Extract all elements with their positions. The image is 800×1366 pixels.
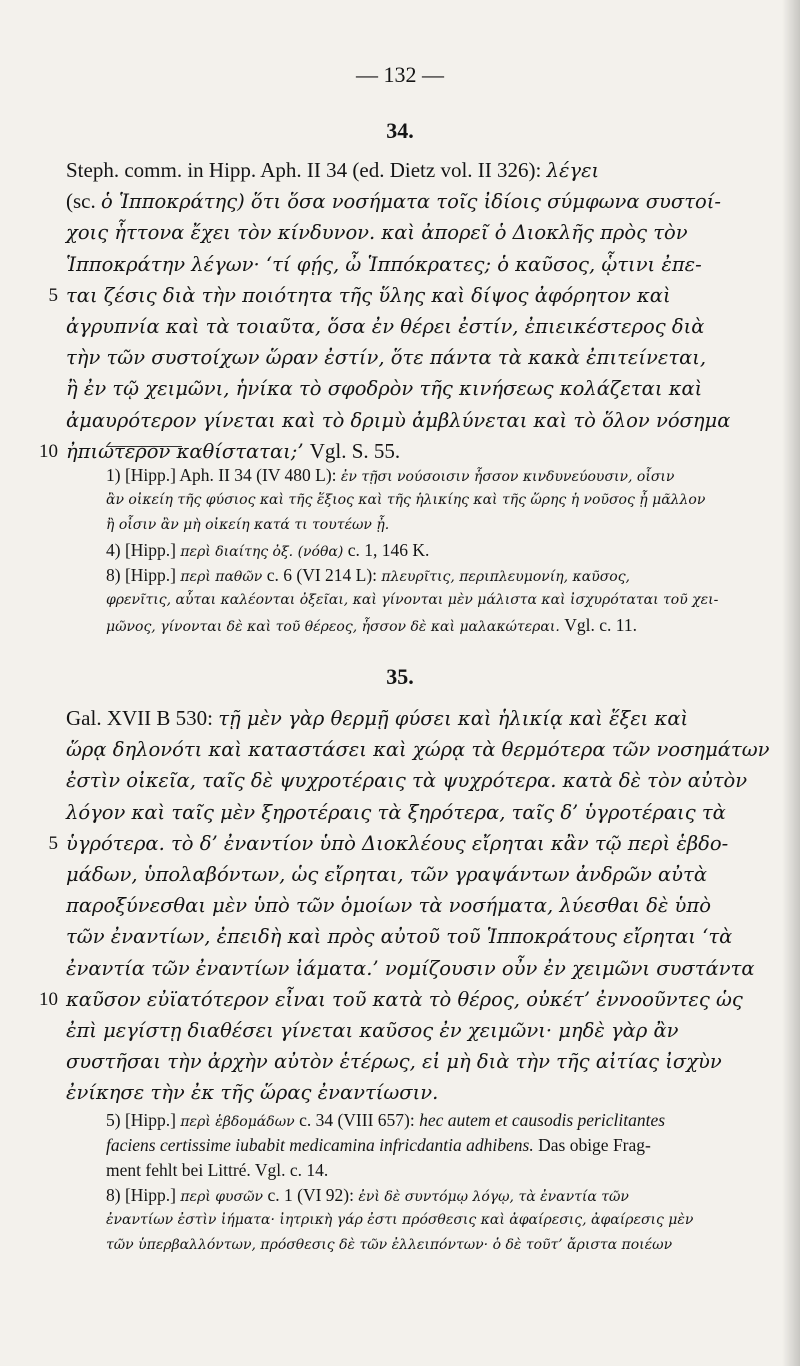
footnote-text: ἐναντίων ἐστὶν ἰήματα· ἰητρικὴ γάρ ἐστι πρόσθεσις καὶ ἀφαίρεσις, ἀφαίρεσις μὲν bbox=[106, 1212, 694, 1228]
footnote-text: φρενῖτις, αὗται καλέονται ὀξεῖαι, καὶ γίνονται μὲν μάλιστα καὶ ἰσχυρόταται τοῦ χει- bbox=[106, 592, 719, 608]
text-line bbox=[66, 249, 771, 280]
footnote-text: ἐν τῇσι νούσοισιν ἧσσον κινδυνεύουσιν, οἷσιν bbox=[340, 469, 675, 485]
line-text: ὥρᾳ δηλονότι καὶ καταστάσει καὶ χώρᾳ τὰ θερμότερα τῶν νοσημάτων bbox=[66, 738, 770, 762]
footnote-rule bbox=[106, 446, 182, 447]
footnote-text: περὶ ἑβδομάδων bbox=[180, 1114, 300, 1130]
text-line bbox=[66, 734, 771, 765]
line-text: Ἱπποκράτην λέγων· ‘τί φῄς, ὦ Ἱππόκρατες; ὁ καῦσος, ᾧτινι ἐπε- bbox=[66, 252, 702, 276]
footnote-text: μῶνος, γίνονται δὲ καὶ τοῦ θέρεος, ἧσσον δὲ καὶ μαλακώτεραι. bbox=[106, 619, 565, 635]
footnote-text: c. 1 (VI 92): bbox=[267, 1185, 359, 1205]
line-text: τὴν τῶν συστοίχων ὥραν ἐστίν, ὅτε πάντα τὰ κακὰ ἐπιτείνεται, bbox=[66, 346, 707, 370]
line-text: τῶν ἐναντίων, ἐπειδὴ καὶ πρὸς αὐτοῦ τοῦ Ἱπποκράτους εἴρηται ‘τὰ bbox=[66, 925, 733, 949]
text-line bbox=[39, 984, 771, 1015]
footnote-line bbox=[106, 1208, 774, 1233]
line-text: καῦσον εὐϊατότερον εἶναι τοῦ κατὰ τὸ θέρος, οὐκέτ’ ἐννοοῦντες ὡς bbox=[66, 987, 743, 1011]
footnote-text: ἐνὶ δὲ συντόμῳ λόγῳ, τὰ ἐναντία τῶν bbox=[358, 1189, 629, 1205]
section-35-footnotes bbox=[106, 1108, 774, 1258]
footnote-text: πλευρῖτις, περιπλευμονίη, καῦσος, bbox=[381, 569, 630, 585]
line-text: Vgl. S. 55. bbox=[309, 438, 401, 463]
footnote-text: ἂν οἰκείη τῆς φύσιος καὶ τῆς ἕξιος καὶ τῆς ἡλικίης καὶ τῆς ὥρης ἡ νοῦσος ᾖ μᾶλλον bbox=[106, 492, 706, 508]
text-line bbox=[66, 1077, 771, 1108]
line-text: ἠπιώτερον καθίσταται;’ bbox=[66, 439, 310, 463]
footnote-line bbox=[106, 1108, 774, 1133]
text-line bbox=[66, 342, 771, 373]
line-text: ἀμαυρότερον γίνεται καὶ τὸ δριμὺ ἀμβλύνεται καὶ τὸ ὅλον νόσημα bbox=[66, 408, 731, 432]
section-35-text bbox=[39, 703, 771, 1108]
footnote-text: faciens certissime iubabit medicamina infricdantia adhibens. bbox=[106, 1135, 534, 1155]
footnote-line bbox=[106, 1158, 774, 1183]
line-text: ἀγρυπνία καὶ τὰ τοιαῦτα, ὅσα ἐν θέρει ἐστίν, ἐπιεικέστερος διὰ bbox=[66, 314, 705, 338]
text-line bbox=[66, 1015, 771, 1046]
line-number: 5 bbox=[48, 284, 58, 306]
footnote-line bbox=[106, 1133, 774, 1158]
footnote-text: Das obige Frag- bbox=[533, 1135, 651, 1155]
footnote-text: hec autem et causodis periclitantes bbox=[419, 1110, 666, 1130]
footnote-line bbox=[106, 613, 774, 638]
text-line bbox=[48, 828, 771, 859]
footnote-text: c. 1, 146 K. bbox=[347, 540, 430, 560]
text-line bbox=[66, 953, 771, 984]
text-line bbox=[66, 373, 771, 404]
line-text: ἐναντία τῶν ἐναντίων ἰάματα.’ νομίζουσιν οὖν ἐν χειμῶνι συστάντα bbox=[66, 956, 755, 980]
line-number: 10 bbox=[39, 988, 58, 1010]
line-text: λόγον καὶ ταῖς μὲν ξηροτέραις τὰ ξηρότερα, ταῖς δ’ ὑγροτέραις τὰ bbox=[66, 800, 726, 824]
text-line bbox=[66, 797, 771, 828]
text-line bbox=[66, 890, 771, 921]
line-text: μάδων, ὑπολαβόντων, ὡς εἴρηται, τῶν γραψάντων ἀνδρῶν αὐτὰ bbox=[66, 862, 707, 886]
footnote-text: c. 34 (VIII 657): bbox=[299, 1110, 420, 1130]
footnote-text: 8) [Hipp.] bbox=[106, 1185, 181, 1205]
line-number: 10 bbox=[39, 440, 58, 462]
text-line bbox=[66, 405, 771, 436]
line-text: (sc. bbox=[66, 189, 101, 214]
text-line bbox=[66, 703, 771, 734]
footnote-line bbox=[106, 588, 774, 613]
footnote-text: 4) [Hipp.] bbox=[106, 540, 181, 560]
line-text: ὁ Ἱπποκράτης) ὅτι ὅσα νοσήματα τοῖς ἰδίοις σύμφωνα συστοί- bbox=[101, 190, 721, 214]
footnote-line bbox=[106, 513, 774, 538]
text-line bbox=[66, 311, 771, 342]
line-text: Gal. XVII B 530: bbox=[66, 706, 219, 730]
line-text: ἐπὶ μεγίστῃ διαθέσει γίνεται καῦσος ἐν χειμῶνι· μηδὲ γὰρ ἂν bbox=[66, 1018, 679, 1042]
text-line bbox=[48, 280, 771, 311]
text-line bbox=[66, 921, 771, 952]
page-number: — 132 — bbox=[356, 62, 444, 87]
line-text: ἢ ἐν τῷ χειμῶνι, ἡνίκα τὸ σφοδρὸν τῆς κινήσεως κολάζεται καὶ bbox=[66, 377, 703, 401]
line-text: ἐστὶν οἰκεῖα, ταῖς δὲ ψυχροτέραις τὰ ψυχρότερα. κατὰ δὲ τὸν αὐτὸν bbox=[66, 769, 748, 793]
footnote-text: 1) [Hipp.] Aph. II 34 (IV 480 L): bbox=[106, 465, 341, 485]
text-line bbox=[66, 155, 771, 186]
line-text: ὑγρότερα. τὸ δ’ ἐναντίον ὑπὸ Διοκλέους εἴρηται κἂν τῷ περὶ ἑβδο- bbox=[66, 831, 729, 855]
line-text: ται ζέσις διὰ τὴν ποιότητα τῆς ὕλης καὶ δίψος ἀφόρητον καὶ bbox=[66, 283, 671, 307]
footnote-text: c. 6 (VI 214 L): bbox=[266, 565, 382, 585]
footnote-text: τῶν ὑπερβαλλόντων, πρόσθεσις δὲ τῶν ἐλλειπόντων· ὁ δὲ τοῦτ’ ἄριστα ποιέων bbox=[106, 1237, 673, 1253]
footnote-line bbox=[106, 1233, 774, 1258]
section-34-footnotes bbox=[106, 463, 774, 638]
text-line bbox=[66, 186, 771, 217]
footnote-line bbox=[106, 463, 774, 488]
footnote-line bbox=[106, 1183, 774, 1208]
section-heading-35: 35. bbox=[386, 664, 414, 689]
line-text: Steph. comm. in Hipp. Aph. II 34 (ed. Dietz vol. II 326): bbox=[66, 158, 547, 182]
text-line bbox=[66, 217, 771, 248]
line-text: χοις ἧττονα ἔχει τὸν κίνδυνον. καὶ ἀπορεῖ ὁ Διοκλῆς πρὸς τὸν bbox=[66, 221, 688, 245]
footnote-text: ἢ οἷσιν ἂν μὴ οἰκείη κατά τι τουτέων ᾖ. bbox=[106, 517, 390, 533]
footnote-text: Vgl. c. 11. bbox=[564, 615, 638, 635]
footnote-line bbox=[106, 538, 774, 563]
footnote-line bbox=[106, 563, 774, 588]
line-text: ἐνίκησε τὴν ἐκ τῆς ὥρας ἐναντίωσιν. bbox=[66, 1081, 439, 1105]
footnote-line bbox=[106, 488, 774, 513]
line-text: λέγει bbox=[546, 159, 600, 182]
line-text: παροξύνεσθαι μὲν ὑπὸ τῶν ὁμοίων τὰ νοσήματα, λύεσθαι δὲ ὑπὸ bbox=[66, 894, 711, 918]
text-line bbox=[66, 859, 771, 890]
footnote-text: περὶ παθῶν bbox=[180, 569, 267, 585]
line-text: συστῆσαι τὴν ἀρχὴν αὐτὸν ἑτέρως, εἰ μὴ διὰ τὴν τῆς αἰτίας ἰσχὺν bbox=[66, 1050, 722, 1074]
section-heading-34: 34. bbox=[386, 118, 414, 143]
footnote-text: 8) [Hipp.] bbox=[106, 565, 181, 585]
footnote-text: περὶ διαίτης ὀξ. (νόθα) bbox=[180, 544, 348, 560]
text-line bbox=[66, 1046, 771, 1077]
text-line bbox=[66, 765, 771, 796]
footnote-text: περὶ φυσῶν bbox=[180, 1189, 268, 1205]
footnote-text: ment fehlt bei Littré. Vgl. c. 14. bbox=[106, 1160, 329, 1180]
footnote-text: 5) [Hipp.] bbox=[106, 1110, 181, 1130]
section-34-text bbox=[39, 155, 771, 467]
line-number: 5 bbox=[48, 832, 58, 854]
line-text: τῇ μὲν γὰρ θερμῇ φύσει καὶ ἡλικίᾳ καὶ ἕξει καὶ bbox=[218, 707, 689, 730]
